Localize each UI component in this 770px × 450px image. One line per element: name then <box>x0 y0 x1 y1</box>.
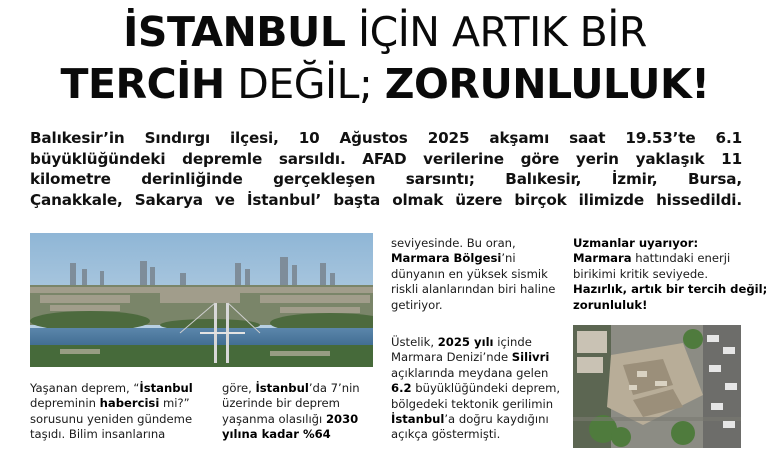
text-line: getiriyor. <box>391 297 443 312</box>
headline-bold: İSTANBUL <box>123 8 346 56</box>
text-line: Marmara hattındaki enerji <box>573 251 731 266</box>
text-line: göre, İstanbul’da 7’nin <box>222 381 360 395</box>
text-line: açıklarında meydana gelen <box>391 365 549 380</box>
lead-line: büyüklüğündeki depremle sarsıldı. AFAD verilerine göre yerin yaklaşık 11 <box>30 149 742 168</box>
lead-line: kilometre derinliğinde gerçekleşen sarsıntı; Balıkesir, İzmir, Bursa, <box>30 170 742 188</box>
lead-line: Çanakkale, Sakarya ve İstanbul’ başta olmak üzere birçok ilimizde hissedildi. <box>30 190 742 209</box>
text-line: riskli alanlarından biri haline <box>391 282 556 297</box>
text-line: depreminin habercisi mi?” <box>30 396 190 411</box>
text-line: üzerinde bir deprem <box>222 396 340 411</box>
lead-paragraph <box>30 128 742 210</box>
city-photo-illustration <box>30 233 373 367</box>
text-line: Hazırlık, artık bir tercih değil; <box>573 282 768 297</box>
text-line: İstanbul’a doğru kaydığını <box>391 412 549 427</box>
text-line: yılına kadar %64 <box>222 427 331 442</box>
headline-bold: TERCİH <box>60 60 225 108</box>
text-line: Yaşanan deprem, “İstanbul <box>30 381 193 395</box>
text-line: yaşanma olasılığı 2030 <box>222 411 359 426</box>
headline-line-2 <box>0 58 770 110</box>
text-line: taşıdı. Bilim insanlarına <box>30 427 166 442</box>
quake-photo-illustration <box>573 325 741 448</box>
headline-bold: ZORUNLULUK! <box>384 60 710 108</box>
article-column-3-top <box>391 236 561 313</box>
istanbul-city-photo <box>30 233 373 367</box>
earthquake-damage-photo <box>573 325 741 448</box>
text-line: Üstelik, 2025 yılı içinde <box>391 335 532 349</box>
expert-warning-box <box>573 236 768 313</box>
text-line: bölgedeki tektonik gerilimin <box>391 396 554 411</box>
text-line: Marmara Denizi’nde Silivri <box>391 350 550 365</box>
article-column-3-bottom <box>391 335 566 443</box>
article-column-2 <box>222 381 382 443</box>
text-line: sorusunu yeniden gündeme <box>30 411 193 426</box>
article-column-1 <box>30 381 208 443</box>
text-line: seviyesinde. Bu oran, <box>391 236 516 250</box>
headline-light: DEĞİL; <box>224 60 385 108</box>
text-line: dünyanın en yüksek sismik <box>391 266 548 281</box>
text-line: açıkça göstermişti. <box>391 427 501 442</box>
text-line: birikimi kritik seviyede. <box>573 266 708 281</box>
text-line: 6.2 büyüklüğündeki deprem, <box>391 381 561 396</box>
text-line: zorunluluk! <box>573 297 648 312</box>
text-line: Uzmanlar uyarıyor: <box>573 236 699 250</box>
headline-light: İÇİN ARTIK BİR <box>345 8 647 56</box>
text-line: Marmara Bölgesi’ni <box>391 251 516 266</box>
lead-line: Balıkesir’in Sındırgı ilçesi, 10 Ağustos 2025 akşamı saat 19.53’te 6.1 <box>30 129 742 147</box>
headline-line-1 <box>0 6 770 58</box>
